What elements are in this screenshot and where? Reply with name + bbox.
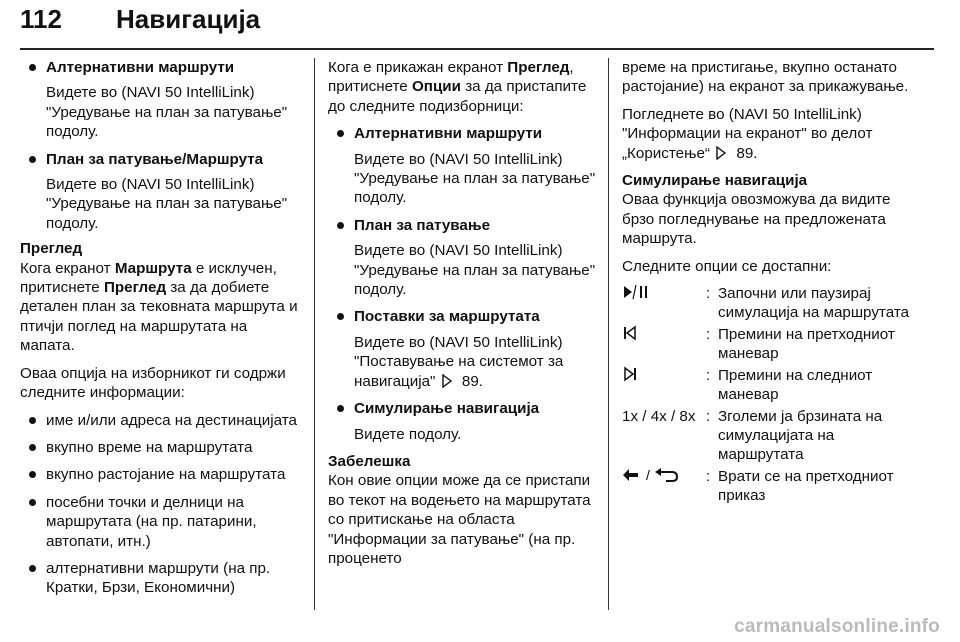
column-3 bbox=[622, 58, 912, 508]
play-pause-icon bbox=[622, 284, 706, 323]
list-item: посебни точки и делници на маршрутата (на пр. патарини, автопати, итн.) bbox=[20, 493, 304, 551]
list-item: вкупно растојание на маршрутата bbox=[20, 465, 304, 484]
item-title: Алтернативни маршрути bbox=[46, 59, 235, 76]
note-text: Кон овие опции може да се пристапи во текот на водењето на маршрутата со притискање на областа "Информации за патување" (на пр. проценето bbox=[328, 472, 591, 567]
preview-info-paragraph: Оваа опција на изборникот ги содржи следните информации: bbox=[20, 364, 286, 402]
list-item: алтернативни маршрути (на пр. Кратки, Брзи, Економични) bbox=[20, 559, 304, 598]
section-heading-simulation: Симулирање навигација bbox=[622, 172, 808, 190]
reference-paragraph: Погледнете во (NAVI 50 IntelliLink) "Информации на екранот" во делот „Користење“ 89. bbox=[622, 105, 873, 162]
back-icons bbox=[622, 467, 706, 506]
skip-previous-icon bbox=[622, 325, 706, 364]
section-heading-preview: Преглед bbox=[20, 240, 83, 258]
watermark: carmanualsonline.info bbox=[734, 616, 940, 637]
note-heading: Забелешка bbox=[328, 452, 411, 470]
list-item: Алтернативни маршрути Видете во (NAVI 50 IntelliLink) "Уредување на план за патување" подолу. bbox=[328, 124, 600, 208]
column-divider-1 bbox=[314, 58, 315, 610]
option-row: : Премини на претходниот маневар bbox=[622, 325, 912, 364]
option-row: : Започни или паузирај симулација на маршрутата bbox=[622, 284, 912, 323]
back-arrow-icon bbox=[622, 467, 680, 483]
item-title: План за патување/Маршрута bbox=[46, 150, 264, 168]
list-item: вкупно време на маршрутата bbox=[20, 438, 304, 457]
column-2 bbox=[328, 58, 600, 576]
column-divider-2 bbox=[608, 58, 609, 610]
skip-next-icon bbox=[622, 366, 706, 405]
options-available: Следните опции се достапни: bbox=[622, 257, 832, 275]
list-item bbox=[20, 150, 304, 234]
continuation-paragraph: време на пристигање, вкупно останато растојание) на екранот за прикажување. bbox=[622, 59, 909, 96]
option-row: 1x / 4x / 8x : Зголеми ја брзината на симулацијата на маршрутата bbox=[622, 407, 883, 464]
column-1 bbox=[20, 58, 304, 606]
options-intro: Кога е прикажан екранот Преглед, притиснете Опции за да пристапите до следните подизборници: bbox=[328, 59, 587, 115]
item-text: Видете во (NAVI 50 IntelliLink) "Уредување на план за патување" подолу. bbox=[46, 84, 288, 141]
list-item bbox=[20, 58, 304, 142]
page-title: Навигација bbox=[116, 4, 261, 34]
list-item: План за патување Видете во (NAVI 50 IntelliLink) "Уредување на план за патување" подолу. bbox=[328, 216, 600, 300]
option-row: / : Врати се на претходниот приказ bbox=[622, 467, 912, 506]
list-item: Поставки за маршрутата Видете во (NAVI 50 IntelliLink) "Поставување на системот за навигација" 89. bbox=[328, 307, 600, 391]
header-rule bbox=[20, 48, 934, 50]
page-reference-icon bbox=[440, 374, 458, 388]
list-item: име и/или адреса на дестинацијата bbox=[20, 411, 304, 430]
item-text: Видете во (NAVI 50 IntelliLink) "Уредување на план за патување" подолу. bbox=[46, 176, 288, 232]
preview-paragraph: Кога екранот Маршрута е исклучен, притиснете Преглед за да добиете детален план за тековната маршрута и птичји поглед на маршрутата на мапата. bbox=[20, 259, 298, 355]
simulation-paragraph: Оваа функција овозможува да видите брзо погледнување на предложената маршрута. bbox=[622, 191, 891, 248]
page-reference-icon bbox=[714, 146, 732, 160]
option-row: : Премини на следниот маневар bbox=[622, 366, 912, 405]
svg-text:/: / bbox=[646, 466, 650, 483]
page-header bbox=[20, 4, 260, 44]
page-number: 112 bbox=[20, 4, 62, 34]
speed-label: 1x / 4x / 8x bbox=[622, 407, 696, 425]
list-item: Симулирање навигација Видете подолу. bbox=[328, 399, 600, 444]
